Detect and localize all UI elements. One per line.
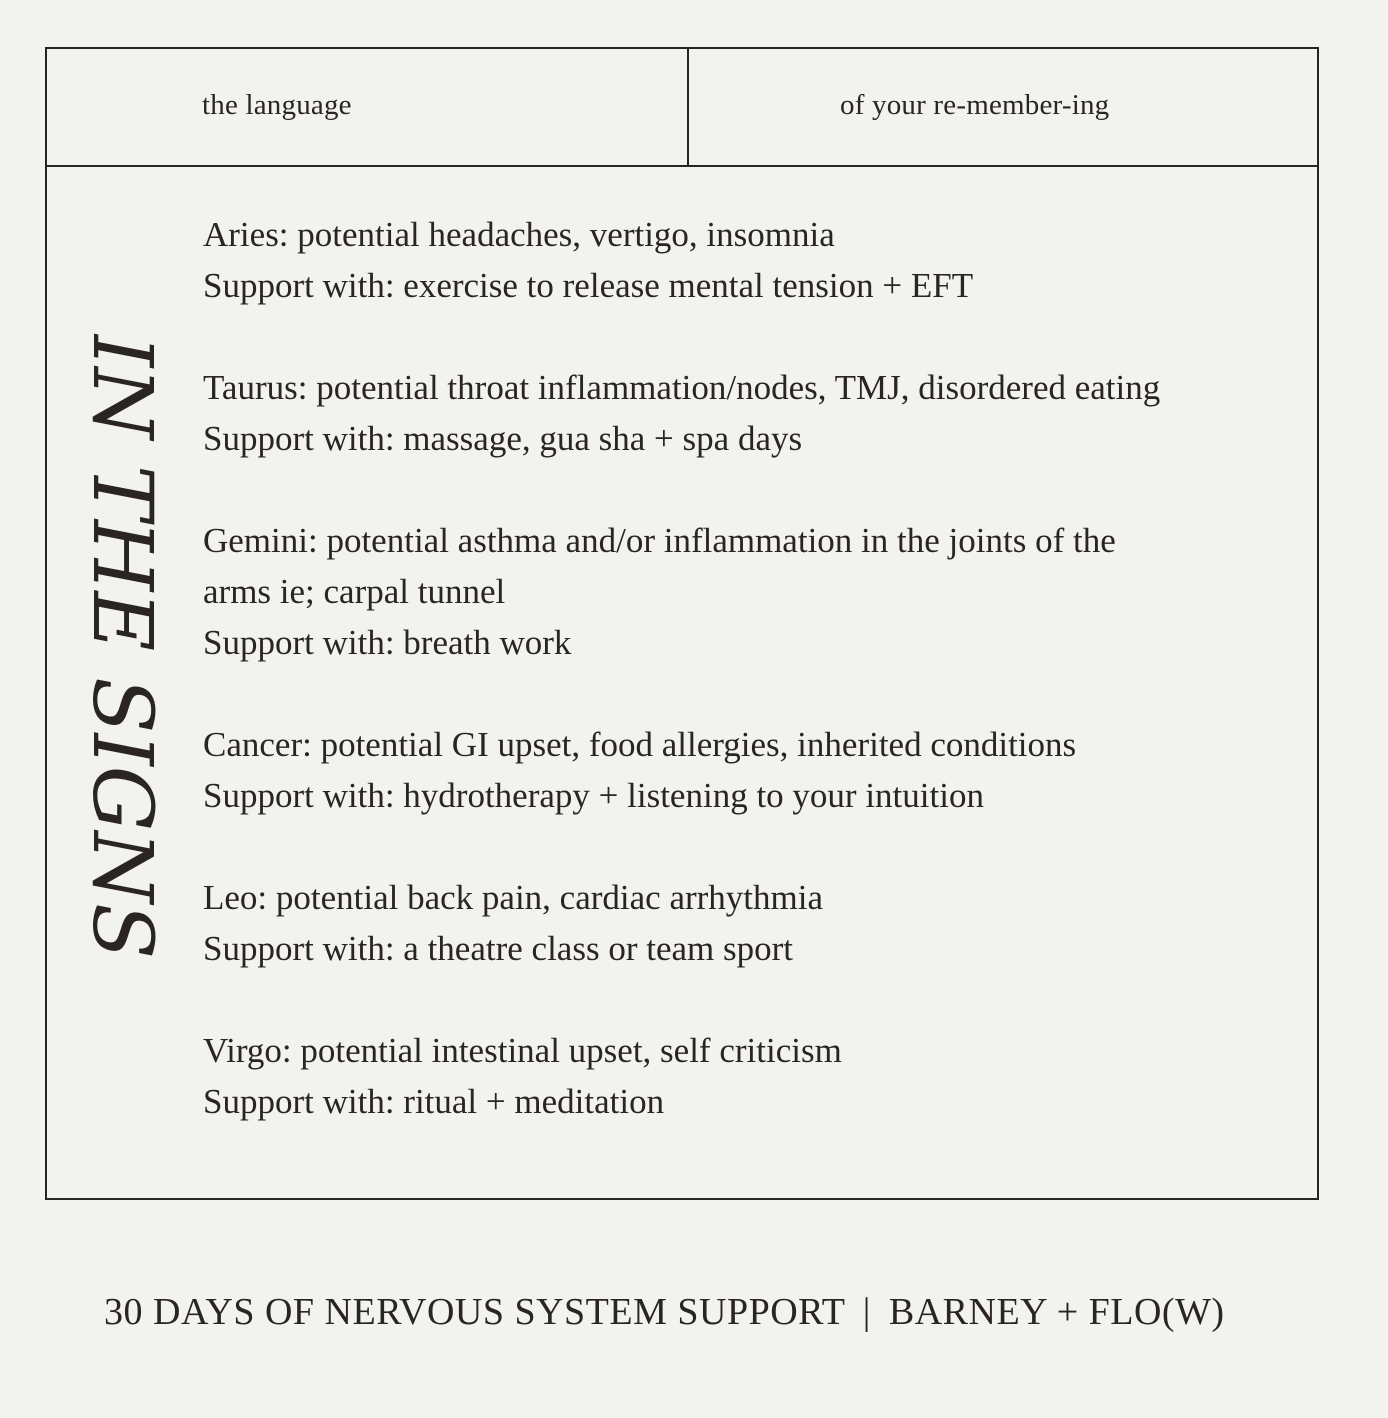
sign-line: Support with: exercise to release mental tension + EFT [203, 266, 974, 305]
header-right-text: of your re-member-ing [840, 89, 1110, 121]
footer-brand: BARNEY + FLO(W) [888, 1291, 1225, 1333]
footer-series-title: 30 DAYS OF NERVOUS SYSTEM SUPPORT [104, 1291, 845, 1333]
sign-line: Gemini: potential asthma and/or inflammation in the joints of the [203, 521, 1116, 560]
footer [104, 1290, 1225, 1334]
sign-line: Support with: hydrotherapy + listening to your intuition [203, 776, 984, 815]
header-divider [687, 49, 689, 165]
sign-line: Virgo: potential intestinal upset, self criticism [203, 1031, 842, 1070]
vertical-title: IN THE SIGNS [74, 334, 169, 960]
sign-entry-virgo [203, 1025, 1313, 1127]
signs-list [203, 209, 1313, 1178]
sign-entry-cancer [203, 719, 1313, 821]
footer-separator: | [862, 1291, 871, 1333]
sign-line: Support with: massage, gua sha + spa days [203, 419, 803, 458]
sign-line: Support with: ritual + meditation [203, 1082, 665, 1121]
sign-entry-leo [203, 872, 1313, 974]
sign-line: arms ie; carpal tunnel [203, 572, 506, 611]
sign-line: Taurus: potential throat inflammation/nodes, TMJ, disordered eating [203, 368, 1161, 407]
header-left-text: the language [202, 89, 352, 121]
sign-line: Aries: potential headaches, vertigo, insomnia [203, 215, 835, 254]
sign-line: Leo: potential back pain, cardiac arrhythmia [203, 878, 824, 917]
content-frame [45, 47, 1319, 1200]
sign-line: Support with: breath work [203, 623, 572, 662]
sign-line: Cancer: potential GI upset, food allergies, inherited conditions [203, 725, 1077, 764]
header-row [47, 49, 1317, 167]
sign-line: Support with: a theatre class or team sport [203, 929, 793, 968]
sign-entry-aries [203, 209, 1313, 311]
sign-entry-gemini [203, 515, 1313, 668]
sign-entry-taurus [203, 362, 1313, 464]
